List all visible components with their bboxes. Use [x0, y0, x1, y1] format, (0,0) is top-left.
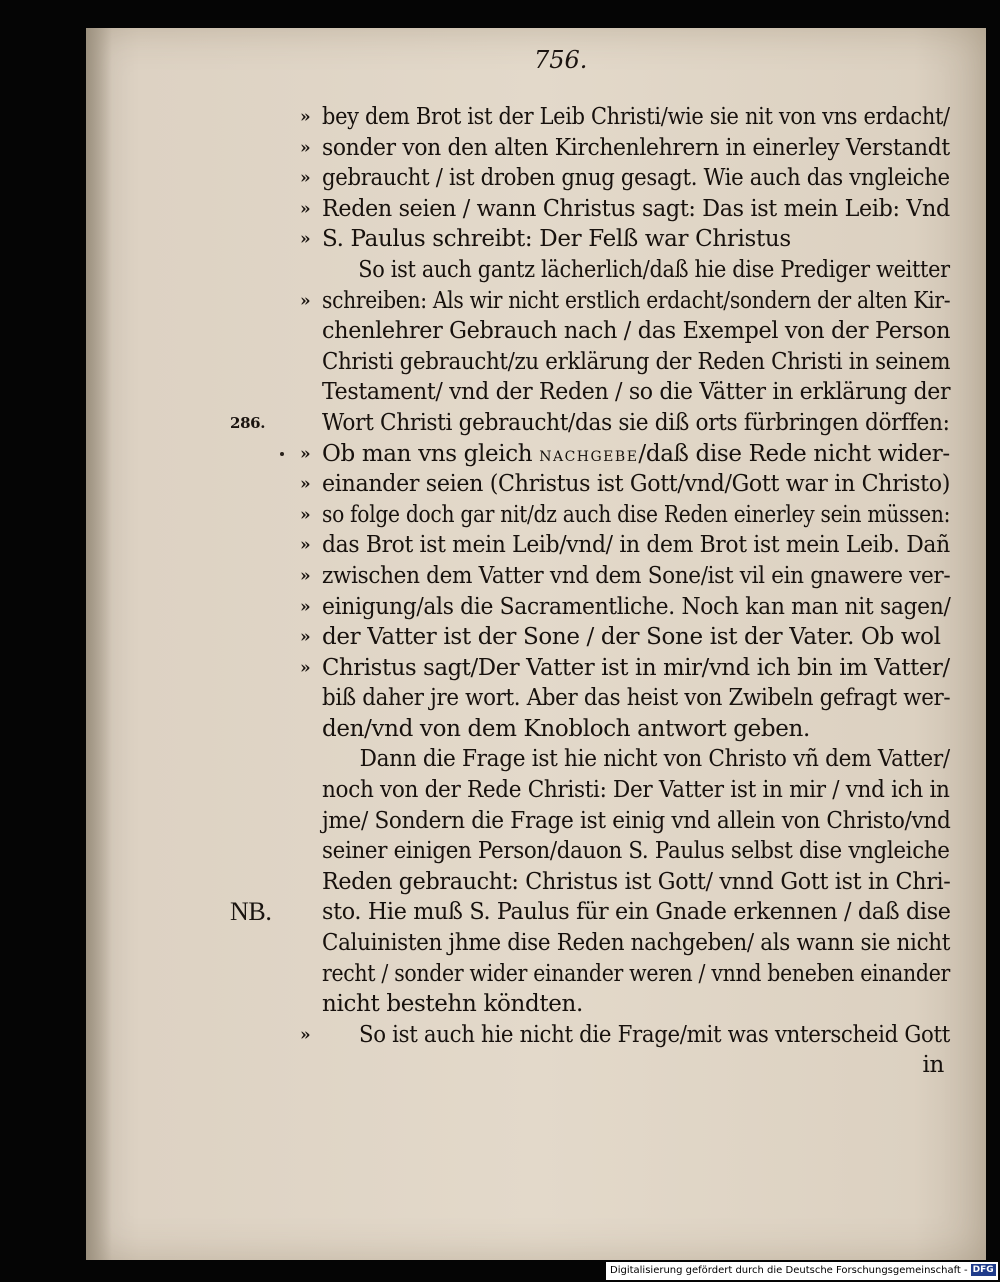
dfg-logo: DFG [972, 1265, 994, 1275]
text-line [236, 224, 956, 255]
line-text [322, 989, 583, 1020]
line-text [322, 744, 950, 775]
text-line [236, 163, 956, 194]
line-text [322, 224, 791, 255]
line-text-main: zwischen dem Vatter vnd dem Sone/ist vil ein gnawere ver- [322, 562, 951, 589]
text-line [236, 775, 956, 806]
line-text [322, 1020, 950, 1051]
text-line [236, 653, 956, 684]
funding-text: Digitalisierung gefördert durch die Deutsche Forschungsgemeinschaft - [610, 1265, 968, 1276]
line-text-main: sto. Hie muß S. Paulus für ein Gnade erkennen / daß dise [322, 899, 951, 926]
line-text-main: Christus sagt/Der Vatter ist in mir/vnd ich bin im Vatter/ [322, 654, 950, 681]
line-text [322, 714, 810, 745]
quotation-mark: » [300, 596, 311, 617]
text-line [236, 439, 956, 470]
line-text-main: So ist auch gantz lächerlich/daß hie dise Prediger weitter [358, 256, 950, 283]
line-text-main: Dann die Frage ist hie nicht von Christo vñ dem Vatter/ [359, 746, 950, 773]
line-text [322, 530, 950, 561]
quotation-mark: » [300, 168, 311, 189]
line-text-main: Wort Christi gebraucht/das sie diß orts fürbringen dörffen: [322, 409, 950, 436]
line-text [322, 592, 950, 623]
line-text [322, 347, 950, 378]
line-text-main: chenlehrer Gebrauch nach / das Exempel von der Person [322, 318, 951, 345]
line-text-main: einigung/als die Sacramentliche. Noch kan man nit sagen/ [322, 593, 951, 620]
line-text [322, 163, 950, 194]
line-text [923, 1050, 944, 1081]
line-text [322, 286, 950, 317]
text-line [236, 806, 956, 837]
line-text-main: jme/ Sondern die Frage ist einig vnd allein von Christo/vnd [322, 807, 951, 834]
line-text-main: das Brot ist mein Leib/vnd/ in dem Brot ist mein Leib. Dañ [322, 532, 950, 559]
text-line [236, 286, 956, 317]
page-text [230, 102, 956, 1081]
text-line [236, 959, 956, 990]
text-line [236, 255, 956, 286]
text-line [230, 897, 956, 928]
text-line [230, 408, 956, 439]
line-text [322, 102, 950, 133]
line-text-main: seiner einigen Person/dauon S. Paulus selbst dise vngleiche [322, 838, 950, 865]
text-line [236, 744, 956, 775]
line-text [322, 439, 950, 473]
text-line [236, 592, 956, 623]
line-text-main: den/vnd von dem Knobloch antwort geben. [322, 715, 810, 742]
line-text-main: Christi gebraucht/zu erklärung der Reden Christi in seinem [322, 348, 951, 375]
line-text [322, 683, 950, 714]
line-text [322, 133, 950, 164]
text-line [236, 500, 956, 531]
quotation-mark: » [300, 474, 311, 495]
text-line [236, 347, 956, 378]
text-line [236, 989, 956, 1020]
line-text-main: Reden gebraucht: Christus ist Gott/ vnnd Gott ist in Chri- [322, 868, 951, 895]
quotation-mark: » [300, 657, 311, 678]
text-line [236, 133, 956, 164]
line-text [322, 928, 950, 959]
line-text-main: einander seien (Christus ist Gott/vnd/Gott war in Christo) [322, 471, 951, 498]
quotation-mark: » [300, 198, 311, 219]
line-text [322, 561, 950, 592]
line-text-main: sonder von den alten Kirchenlehrern in einerley Verstandt [322, 134, 950, 161]
text-line [236, 867, 956, 898]
line-text-main: bey dem Brot ist der Leib Christi/wie sie nit von vns erdacht/ [322, 104, 950, 130]
line-text [322, 316, 950, 347]
text-line [236, 316, 956, 347]
line-text-main: Caluinisten jhme dise Reden nachgeben/ als wann sie nicht [322, 930, 951, 957]
line-text-main: schreiben: Als wir nicht erstlich erdacht/sondern der alten Kir- [322, 287, 951, 314]
quotation-mark: » [300, 229, 311, 250]
line-text [322, 255, 950, 286]
quotation-mark: » [300, 137, 311, 158]
line-text-main: Reden seien / wann Christus sagt: Das ist mein Leib: Vnd [322, 195, 950, 222]
page-number: 756. [534, 46, 588, 74]
line-text-main: der Vatter ist der Sone / der Sone ist der Vater. Ob wol [322, 624, 941, 651]
line-text-main: gebraucht / ist droben gnug gesagt. Wie auch das vngleiche [322, 165, 950, 192]
quotation-mark: » [300, 107, 311, 127]
text-line [236, 561, 956, 592]
margin-dot [280, 452, 284, 456]
line-text [322, 408, 950, 439]
text-line [236, 714, 956, 745]
line-text [322, 500, 950, 531]
quotation-mark: » [300, 535, 311, 556]
text-line [236, 683, 956, 714]
line-text-main: in [922, 1052, 944, 1079]
line-text-main: noch von der Rede Christi: Der Vatter ist in mir / vnd ich in [322, 777, 950, 804]
text-line [236, 377, 956, 408]
line-text-main: /daß dise Rede nicht wider- [638, 440, 950, 467]
line-text-main: Testament/ vnd der Reden / so die Vätter in erklärung der [322, 379, 951, 406]
line-text [322, 959, 950, 990]
line-text [322, 622, 941, 653]
line-text-main: recht / sonder wider einander weren / vnnd beneben einander [322, 960, 950, 987]
quotation-mark: » [300, 1024, 311, 1045]
line-text-main: so folge doch gar nit/dz auch dise Reden einerley sein müssen: [322, 501, 951, 528]
page-gutter-shadow [86, 28, 112, 1260]
funding-footer [606, 1262, 998, 1280]
text-line [236, 928, 956, 959]
line-text [322, 897, 951, 928]
text-line [236, 469, 956, 500]
text-line [236, 530, 956, 561]
line-text-main: So ist auch hie nicht die Frage/mit was vnterscheid Gott [359, 1021, 951, 1048]
line-text [322, 377, 950, 408]
nota-bene-marginal: NB. [230, 897, 272, 927]
text-line [236, 836, 956, 867]
line-text [322, 775, 950, 806]
line-text-main: nicht bestehn köndten. [322, 991, 583, 1018]
quotation-mark: » [300, 443, 311, 464]
text-line [236, 622, 956, 653]
quotation-mark: » [300, 627, 311, 648]
line-text [322, 836, 950, 867]
line-text-main: biß daher jre wort. Aber das heist von Zwibeln gefragt wer- [322, 685, 951, 712]
line-text-main: S. Paulus schreibt: Der Felß war Christus [322, 226, 791, 253]
quotation-mark: » [300, 290, 311, 311]
small-caps-word: NACHGEBE [539, 448, 639, 465]
line-text [322, 469, 950, 500]
text-line [236, 194, 956, 225]
text-line [236, 102, 956, 133]
line-text [322, 194, 950, 225]
text-line [236, 1050, 956, 1081]
line-text [322, 653, 950, 684]
quotation-mark: » [300, 504, 311, 525]
line-text [322, 867, 951, 898]
line-text [322, 806, 950, 837]
marginal-note: 286. [230, 413, 266, 432]
text-line [236, 1020, 956, 1051]
quotation-mark: » [300, 565, 311, 586]
line-text-start: Ob man vns gleich [322, 440, 540, 467]
